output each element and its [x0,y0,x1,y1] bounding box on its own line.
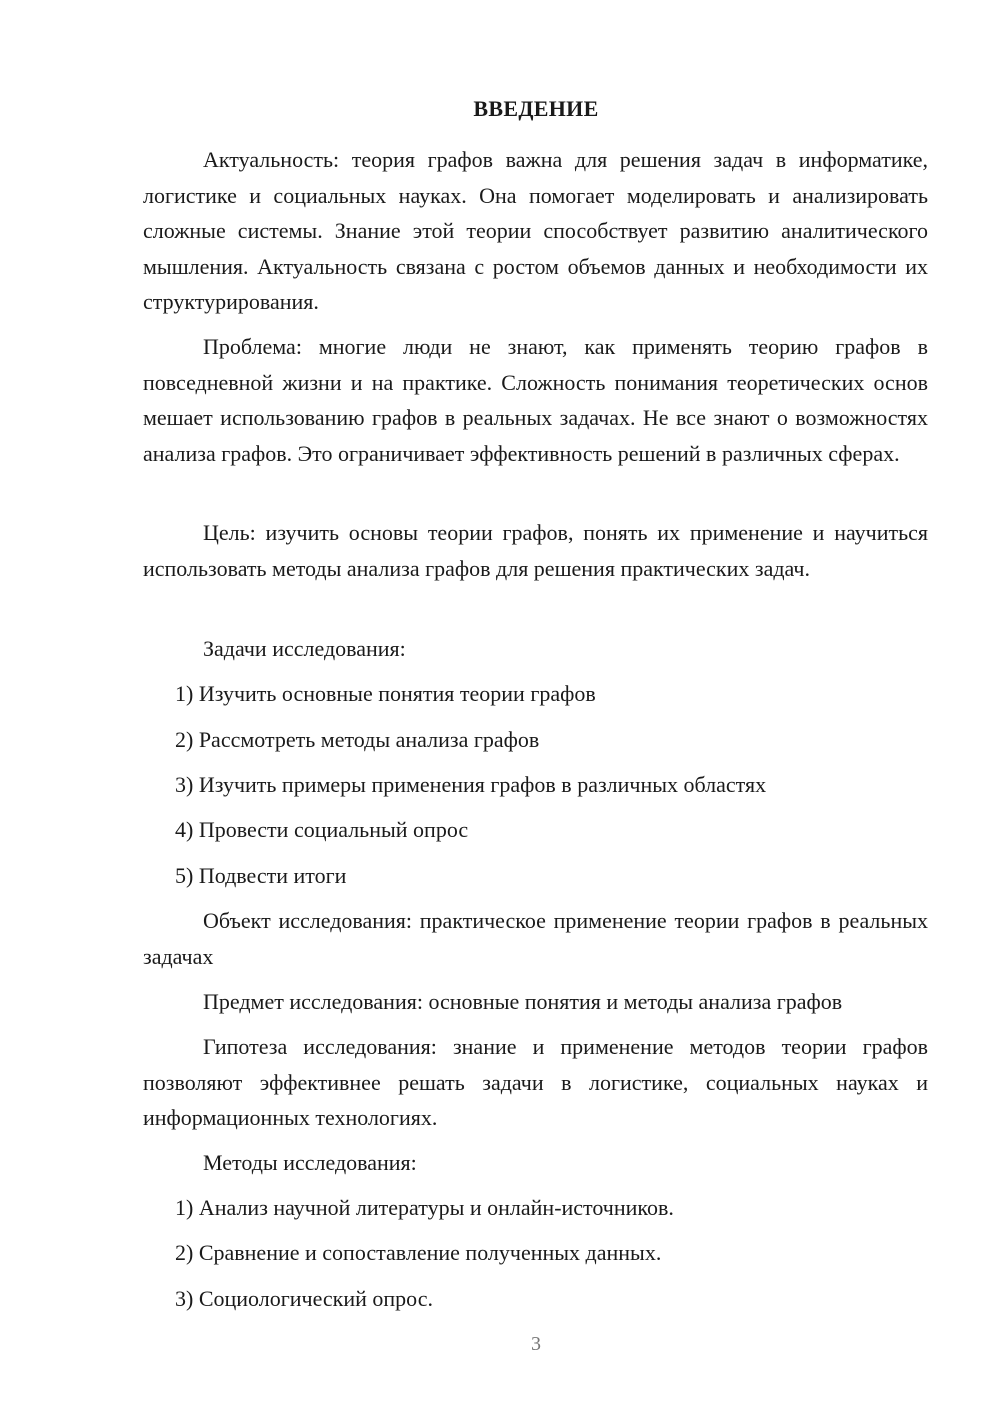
method-item: 2) Сравнение и сопоставление полученных данных. [175,1240,662,1265]
task-item: 1) Изучить основные понятия теории графов [175,681,596,706]
method-item: 1) Анализ научной литературы и онлайн-источников. [175,1195,674,1220]
task-item: 3) Изучить примеры применения графов в различных областях [175,772,767,797]
section-title: ВВЕДЕНИЕ [473,96,599,121]
paragraph-goal: Цель: изучить основы теории графов, понять их применение и научиться использовать методы анализа графов для решения практических задач. [143,520,928,581]
paragraph-hypothesis: Гипотеза исследования: знание и применение методов теории графов позволяют эффективнее решать задачи в логистике, социальных науках и информационных технологиях. [143,1034,928,1130]
paragraph-subject: Предмет исследования: основные понятия и методы анализа графов [203,989,843,1014]
methods-heading: Методы исследования: [203,1150,417,1175]
task-item: 2) Рассмотреть методы анализа графов [175,727,540,752]
task-item: 4) Провести социальный опрос [175,817,469,842]
paragraph-object: Объект исследования: практическое применение теории графов в реальных задачах [143,908,928,969]
task-item: 5) Подвести итоги [175,863,347,888]
tasks-heading: Задачи исследования: [203,636,406,661]
paragraph-problem: Проблема: многие люди не знают, как применять теорию графов в повседневной жизни и на практике. Сложность понимания теоретических основ мешает использованию графов в реальных задачах. Не все знают о возможностях анализа графов. Это ограничивает эффективность решений в различных сферах. [143,334,928,466]
paragraph-relevance: Актуальность: теория графов важна для решения задач в информатике, логистике и социальных науках. Она помогает моделировать и анализировать сложные системы. Знание этой теории способствует развитию аналитического мышления. Актуальность связана с ростом объемов данных и необходимости их структурирования. [143,147,928,314]
method-item: 3) Социологический опрос. [175,1286,433,1311]
page-number: 3 [531,1333,541,1355]
